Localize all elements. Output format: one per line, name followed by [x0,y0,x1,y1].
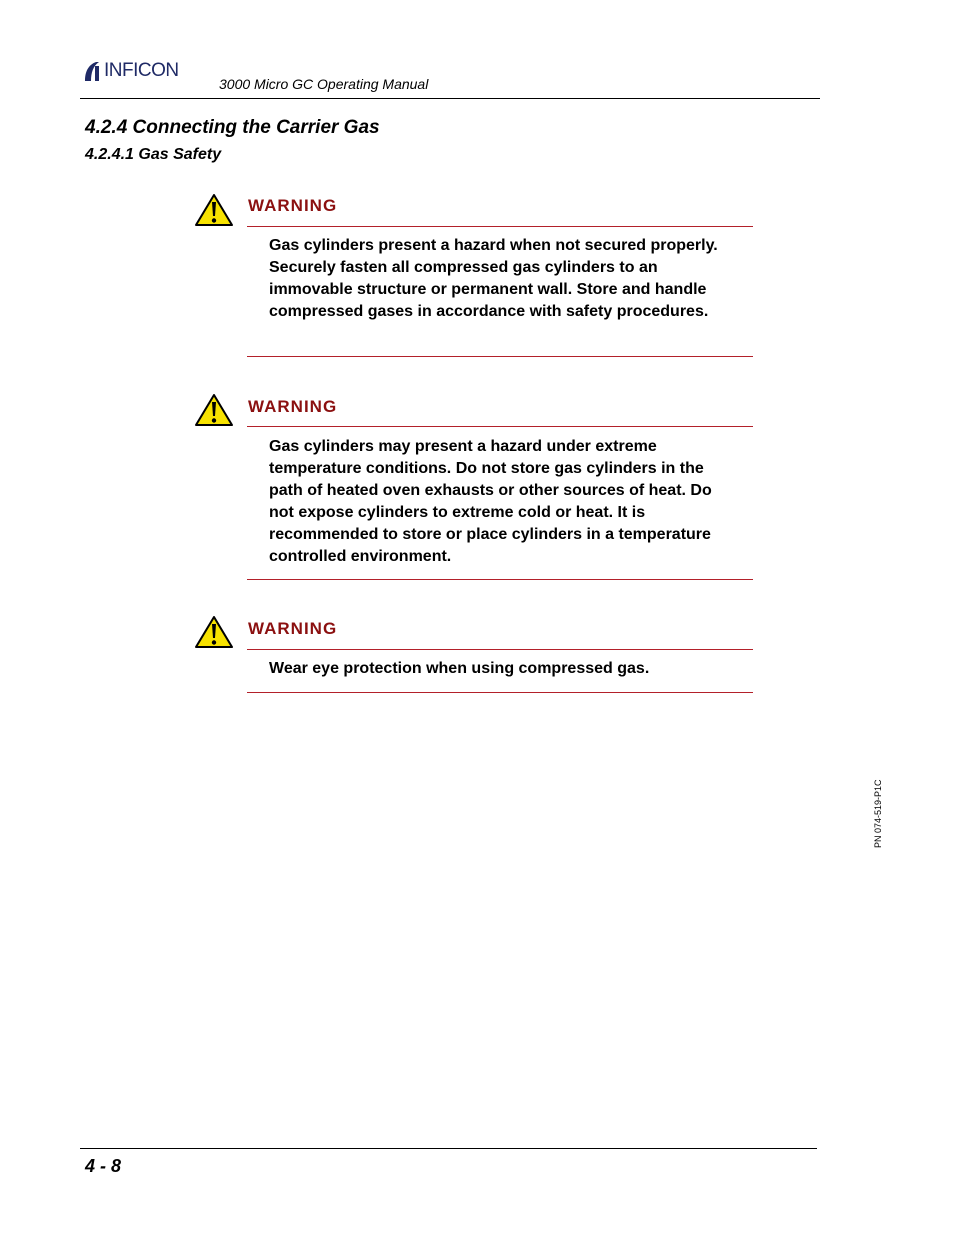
header-divider [80,98,820,99]
warning-text: Gas cylinders present a hazard when not secured properly. Securely fasten all compressed gas cylinders to an immovable structure or permanent wall. Store and handle compressed gases in accordance with safety procedures. [269,237,718,320]
warning-text: Wear eye protection when using compressed gas. [269,660,650,677]
page-number: 4 - 8 [85,1156,122,1176]
warning-top-rule [247,226,753,227]
inficon-logo-mark-icon [82,60,102,82]
subsection-heading: 4.2.4.1 Gas Safety [85,146,222,163]
footer-divider [80,1148,817,1149]
warning-text: Gas cylinders may present a hazard under extreme temperature conditions. Do not store gas cylinders in the path of heated oven exhausts or other sources of heat. Do not expose cylinders to extreme cold or heat. It is recommended to store or place cylinders in a temperature controlled environment. [269,438,712,565]
warning-triangle-icon [194,615,234,649]
warning-title: WARNING [248,619,338,638]
warning-top-rule [247,426,753,427]
part-number: PN 074-519-P1C [873,779,883,848]
warning-title: WARNING [248,196,338,215]
warning-top-rule [247,649,753,650]
logo-text: INFICON [104,60,179,81]
manual-title: 3000 Micro GC Operating Manual [219,76,429,92]
warning-triangle-icon [194,393,234,427]
section-heading: 4.2.4 Connecting the Carrier Gas [85,117,380,138]
warning-title: WARNING [248,397,338,416]
warning-bottom-rule [247,692,753,693]
warning-bottom-rule [247,579,753,580]
warning-triangle-icon [194,193,234,227]
warning-bottom-rule [247,356,753,357]
